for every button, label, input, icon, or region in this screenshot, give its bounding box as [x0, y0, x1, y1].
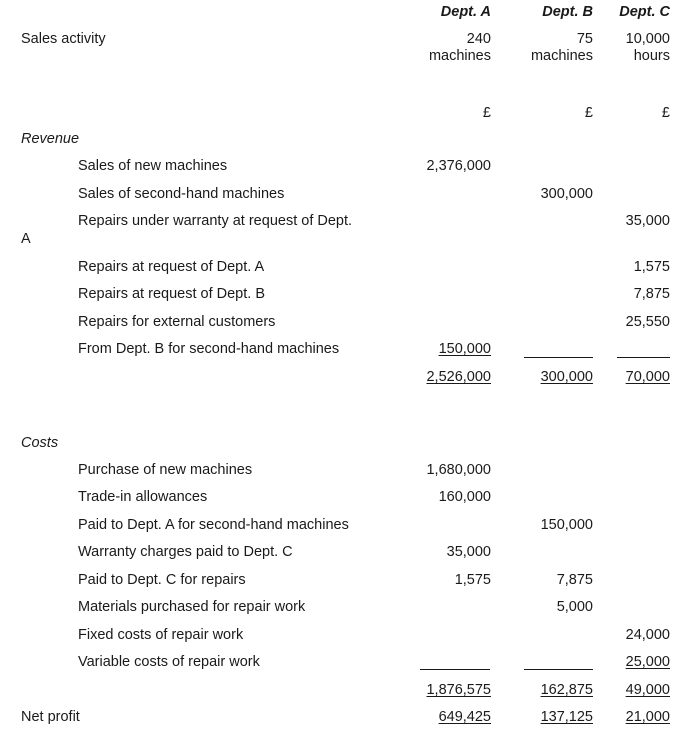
- subtotal-rule-b: [524, 669, 593, 670]
- cost-item-c: 25,000: [625, 654, 670, 670]
- cost-item-b: 5,000: [556, 599, 593, 615]
- revenue-item-label: Repairs for external customers: [78, 314, 276, 330]
- revenue-item-c: 1,575: [633, 259, 670, 275]
- revenue-item-c: 7,875: [633, 286, 670, 302]
- revenue-item-label: Repairs at request of Dept. B: [78, 286, 265, 302]
- cost-item-label: Purchase of new machines: [78, 462, 253, 478]
- revenue-total-c: 70,000: [625, 369, 670, 385]
- dept-b-qty: 75: [576, 31, 593, 47]
- net-profit-a: 649,425: [438, 709, 491, 725]
- dept-a-header: Dept. A: [440, 4, 491, 20]
- cost-item-label: Warranty charges paid to Dept. C: [78, 544, 293, 560]
- cost-item-b: 7,875: [556, 572, 593, 588]
- revenue-item-label: From Dept. B for second-hand machines: [78, 341, 340, 357]
- cost-item-a: 35,000: [446, 544, 491, 560]
- cost-item-a: 1,680,000: [426, 462, 491, 478]
- cost-item-label: Paid to Dept. C for repairs: [78, 572, 246, 588]
- costs-total-c: 49,000: [625, 682, 670, 698]
- revenue-item-label: Repairs at request of Dept. A: [78, 259, 265, 275]
- revenue-item-a: 150,000: [438, 341, 491, 357]
- currency-b: £: [584, 105, 593, 121]
- revenue-item-c: 25,550: [625, 314, 670, 330]
- subtotal-rule-b: [524, 357, 593, 358]
- revenue-item-b: 300,000: [540, 186, 593, 202]
- cost-item-label: Paid to Dept. A for second-hand machines: [78, 517, 349, 533]
- revenue-item-label: Sales of second-hand machines: [78, 186, 285, 202]
- dept-c-unit: hours: [633, 48, 670, 64]
- dept-c-header: Dept. C: [619, 4, 670, 20]
- costs-total-a: 1,876,575: [426, 682, 491, 698]
- dept-b-header: Dept. B: [542, 4, 593, 20]
- net-profit-label: Net profit: [21, 709, 80, 725]
- dept-a-qty: 240: [466, 31, 491, 47]
- cost-item-a: 160,000: [438, 489, 491, 505]
- currency-c: £: [661, 105, 670, 121]
- cost-item-label: Fixed costs of repair work: [78, 627, 244, 643]
- dept-c-qty: 10,000: [625, 31, 670, 47]
- currency-a: £: [482, 105, 491, 121]
- revenue-total-a: 2,526,000: [426, 369, 491, 385]
- subtotal-rule-a: [420, 669, 490, 670]
- cost-item-label: Trade-in allowances: [78, 489, 208, 505]
- dept-a-unit: machines: [428, 48, 491, 64]
- dept-b-unit: machines: [530, 48, 593, 64]
- net-profit-c: 21,000: [625, 709, 670, 725]
- costs-heading: Costs: [21, 435, 59, 451]
- revenue-heading: Revenue: [21, 131, 80, 147]
- revenue-item-label: Repairs under warranty at request of Dept.: [78, 213, 353, 229]
- costs-total-b: 162,875: [540, 682, 593, 698]
- cost-item-label: Materials purchased for repair work: [78, 599, 306, 615]
- revenue-total-b: 300,000: [540, 369, 593, 385]
- revenue-item-label: Sales of new machines: [78, 158, 228, 174]
- cost-item-label: Variable costs of repair work: [78, 654, 260, 670]
- cost-item-a: 1,575: [454, 572, 491, 588]
- cost-item-c: 24,000: [625, 627, 670, 643]
- net-profit-b: 137,125: [540, 709, 593, 725]
- cost-item-b: 150,000: [540, 517, 593, 533]
- revenue-item-label-continued: A: [21, 231, 31, 247]
- sales-activity-label: Sales activity: [21, 31, 106, 47]
- revenue-item-a: 2,376,000: [426, 158, 491, 174]
- subtotal-rule-c: [617, 357, 670, 358]
- revenue-item-c: 35,000: [625, 213, 670, 229]
